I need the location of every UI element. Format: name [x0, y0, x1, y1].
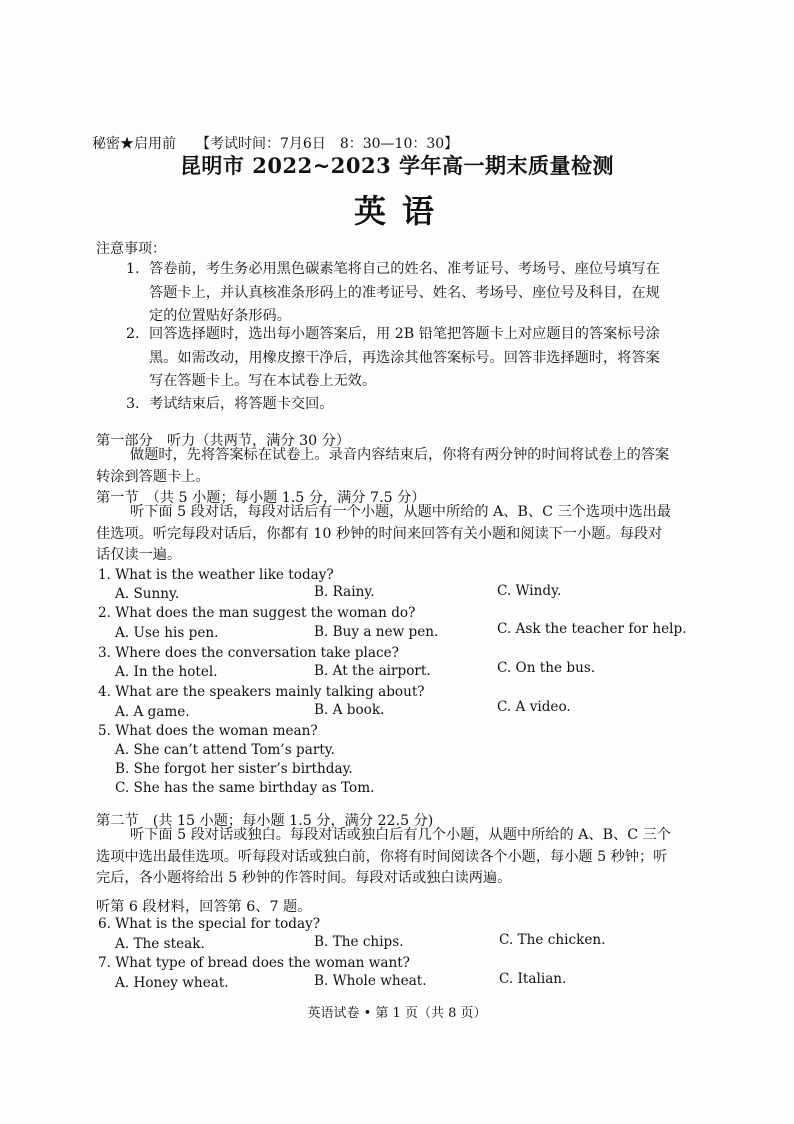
question-2: 2. What does the man suggest the woman do?	[98, 605, 416, 621]
option-b: B. Buy a new pen.	[314, 624, 439, 640]
option-a: A. Use his pen.	[115, 625, 219, 641]
note-line: 写在答题卡上。写在本试卷上无效。	[149, 373, 377, 389]
note-line: 答卷前，考生务必用黑色碳素笔将自己的姓名、准考证号、考场号、座位号填写在	[149, 261, 660, 277]
intro-line: 话仅读一遍。	[96, 547, 182, 563]
intro-line: 完后，各小题将给出 5 秒钟的作答时间。每段对话或独白读两遍。	[96, 870, 512, 886]
intro-line: 转涂到答题卡上。	[96, 468, 210, 485]
question-5: 5. What does the woman mean?	[98, 723, 318, 739]
note-number: 2.	[126, 326, 140, 342]
option-a: A. In the hotel.	[115, 664, 218, 680]
option-b: B. Whole wheat.	[314, 973, 427, 989]
option-a: A. The steak.	[115, 936, 205, 952]
question-3: 3. Where does the conversation take place?	[98, 645, 399, 661]
note-line: 答题卡上，并认真核准条形码上的准考证号、姓名、考场号、座位号及科目，在规	[149, 284, 660, 301]
subject-title: 英语	[353, 192, 450, 230]
option-a: A. Honey wheat.	[115, 975, 229, 991]
option-a: A. Sunny.	[115, 586, 180, 602]
secret-label: 秘密★启用前	[92, 136, 176, 152]
note-line: 定的位置贴好条形码。	[149, 308, 291, 324]
material-prompt: 听第 6 段材料，回答第 6、7 题。	[96, 899, 312, 915]
intro-line: 选项中选出最佳选项。听每段对话或独白前，你将有时间阅读各个小题，每小题 5 秒钟；听	[96, 848, 668, 865]
section1-intro	[96, 502, 671, 567]
note-line: 黑。如需改动，用橡皮擦干净后，再选涂其他答案标号。回答非选择题时，将答案	[149, 349, 660, 366]
option-a: A. A game.	[115, 704, 190, 720]
intro-line: 做题时，先将答案标在试卷上。录音内容结束后，你将有两分钟的时间将试卷上的答案	[130, 447, 670, 463]
intro-line: 听下面 5 段对话或独白。每段对话或独白后有几个小题，从题中所给的 A、B、C 三个	[130, 827, 671, 843]
option-c: C. She has the same birthday as Tom.	[115, 780, 375, 796]
notes-title: 注意事项：	[96, 241, 166, 257]
note-number: 3.	[126, 396, 140, 412]
part1-intro	[96, 445, 669, 488]
note-line: 考试结束后，将答题卡交回。	[149, 396, 334, 412]
option-c: C. On the bus.	[497, 660, 596, 676]
question-6: 6. What is the special for today?	[98, 916, 321, 932]
option-b: B. A book.	[314, 702, 385, 718]
note-number: 1.	[126, 261, 140, 277]
section2-title: 第二节 (共 15 小题；每小题 1.5 分，满分 22.5 分)	[96, 813, 434, 829]
option-a: A. She can’t attend Tom’s party.	[115, 742, 335, 758]
question-7: 7. What type of bread does the woman want?	[98, 955, 410, 971]
option-c: C. A video.	[497, 699, 571, 715]
exam-time: 【考试时间：7月6日 8：30—10：30】	[196, 136, 459, 152]
option-b: B. She forgot her sister’s birthday.	[115, 761, 353, 777]
option-c: C. The chicken.	[499, 932, 606, 948]
intro-line: 听下面 5 段对话，每段对话后有一个小题，从题中所给的 A、B、C 三个选项中选出最	[130, 504, 671, 520]
intro-line: 佳选项。听完每段对话后，你都有 10 秒钟的时间来回答有关小题和阅读下一小题。每段对	[96, 525, 663, 542]
question-4: 4. What are the speakers mainly talking about?	[98, 684, 425, 700]
section1-title: 第一节 （共 5 小题；每小题 1.5 分，满分 7.5 分）	[96, 490, 426, 506]
note-line: 回答选择题时，选出每小题答案后，用 2B 铅笔把答题卡上对应题目的答案标号涂	[149, 326, 660, 342]
part1-title: 第一部分 听力（共两节，满分 30 分）	[96, 433, 351, 449]
section2-intro	[96, 825, 671, 890]
page-footer: 英语试卷 • 第 1 页（共 8 页）	[307, 1006, 487, 1021]
option-c: C. Windy.	[497, 583, 562, 599]
exam-title: 昆明市 2022~2023 学年高一期末质量检测	[179, 153, 615, 178]
option-b: B. At the airport.	[314, 663, 431, 679]
option-b: B. Rainy.	[314, 584, 375, 600]
option-b: B. The chips.	[314, 934, 404, 950]
option-c: C. Italian.	[499, 971, 567, 987]
option-c: C. Ask the teacher for help.	[497, 621, 687, 637]
question-1: 1. What is the weather like today?	[98, 567, 334, 583]
